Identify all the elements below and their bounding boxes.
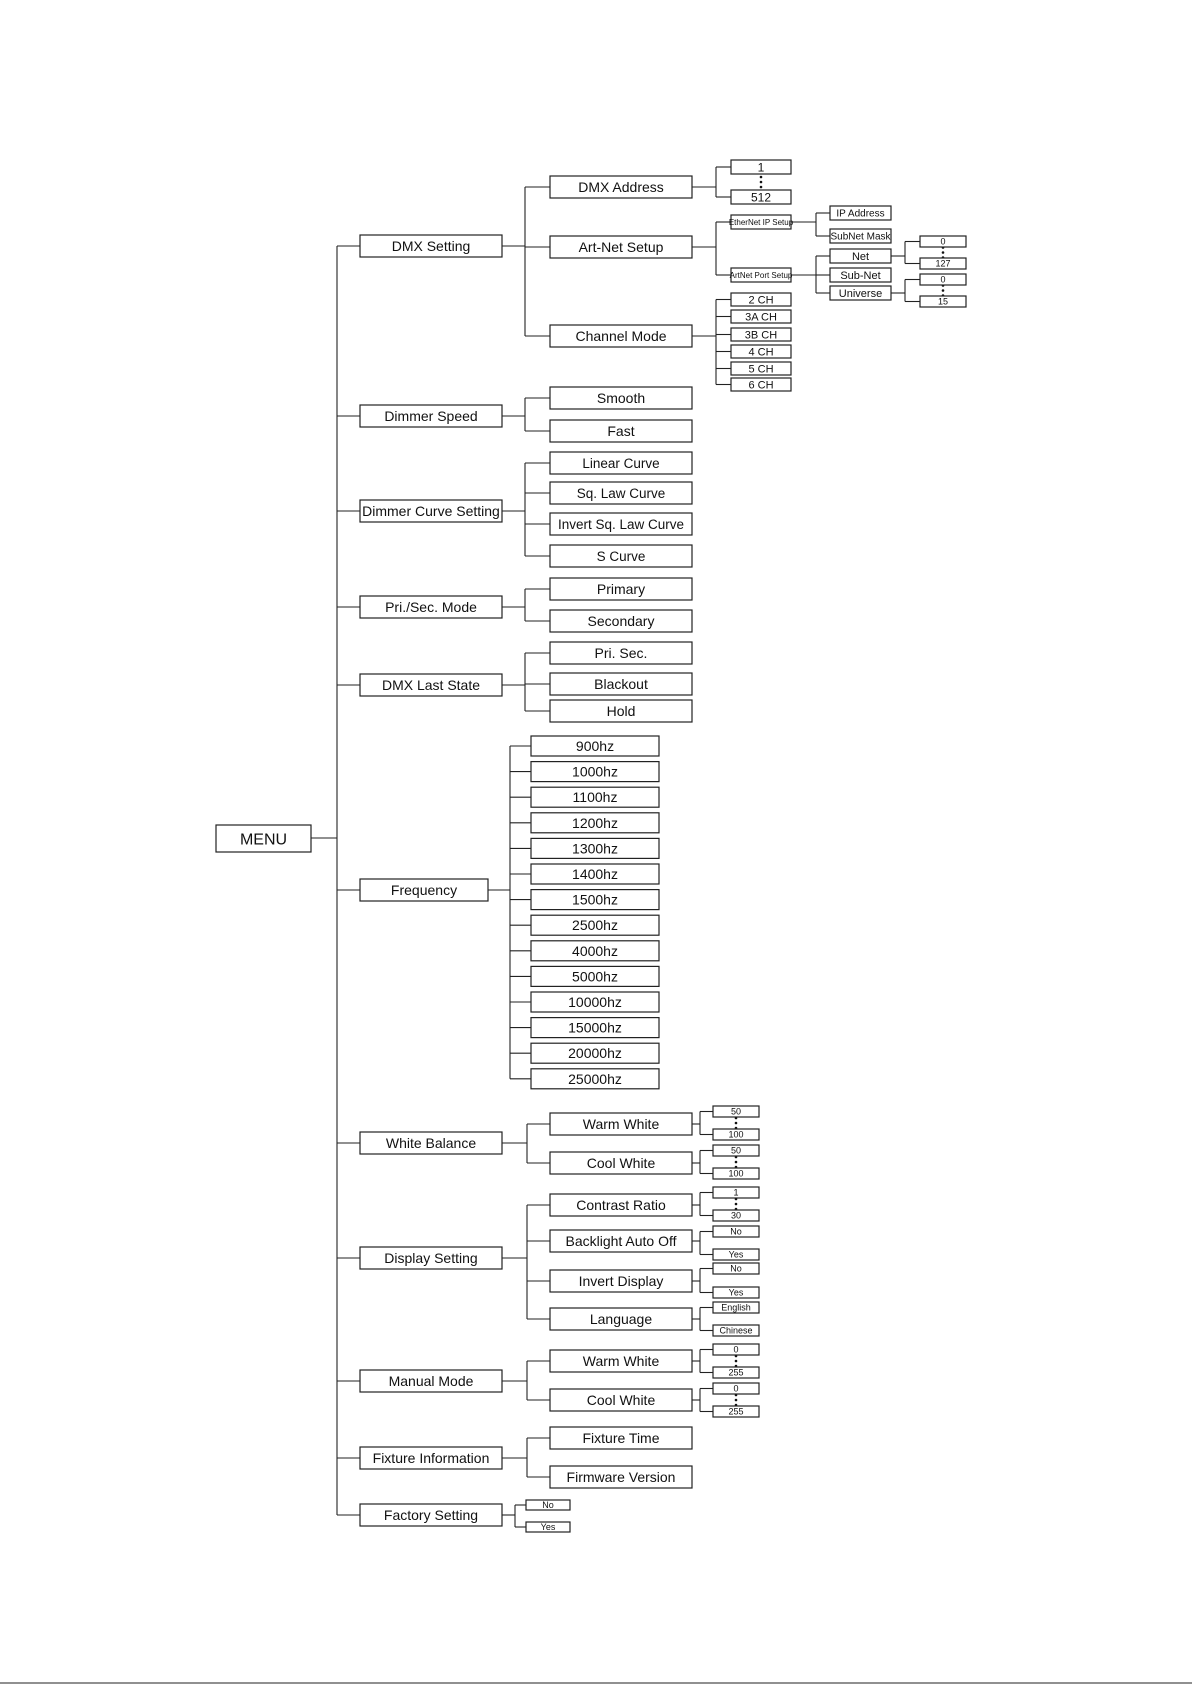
- node-firmware-version: [550, 1466, 692, 1488]
- menu-nodes: [216, 160, 966, 1532]
- node-label: 1200hz: [572, 814, 618, 831]
- node-label: S Curve: [596, 548, 646, 564]
- node-display-setting: [360, 1247, 502, 1269]
- node-label: 2 CH: [748, 294, 774, 307]
- node-label: 3A CH: [745, 311, 777, 324]
- node-subnet-mask: [830, 229, 892, 243]
- node-contrast-ratio: [550, 1194, 692, 1216]
- dmx-address-range-max: [731, 190, 791, 204]
- node-label: MENU: [239, 831, 288, 849]
- node-label: DMX Address: [578, 179, 664, 196]
- warm-white-range-min: [713, 1106, 759, 1117]
- node-label: Channel Mode: [575, 328, 667, 345]
- net-range-min: [920, 236, 966, 247]
- node-invert-display: [550, 1270, 692, 1292]
- node-label: 5 CH: [748, 363, 774, 376]
- node-label: SubNet Mask: [830, 231, 891, 243]
- manual-warm-range-max: [713, 1367, 759, 1378]
- node-label: ArtNet Port Setup: [729, 270, 793, 280]
- node-label: 4000hz: [572, 942, 618, 959]
- node-label: 1: [733, 1187, 739, 1198]
- node-manual-mode: [360, 1370, 502, 1392]
- invert-display-option: [713, 1287, 759, 1298]
- node-label: 50: [730, 1106, 742, 1117]
- node-6-ch: [731, 378, 791, 391]
- node-1100hz: [531, 787, 659, 807]
- node-4000hz: [531, 941, 659, 961]
- invert-display-option: [713, 1263, 759, 1274]
- node-fast: [550, 420, 692, 442]
- backlight-option: [713, 1249, 759, 1260]
- node-frequency: [360, 879, 488, 901]
- node-s-curve: [550, 545, 692, 567]
- manual-cool-range-min: [713, 1383, 759, 1394]
- node-label: Frequency: [390, 882, 458, 899]
- node-ip-address: [830, 206, 891, 220]
- node-net: [830, 249, 891, 263]
- node-15000hz: [531, 1018, 659, 1038]
- node-label: 1100hz: [572, 789, 618, 806]
- node-pri-sec-mode: [360, 596, 502, 618]
- node-label: Firmware Version: [566, 1469, 676, 1486]
- node-label: 3B CH: [744, 329, 778, 342]
- factory-option: [526, 1522, 570, 1532]
- node-sub-net: [830, 268, 891, 282]
- node-label: Art-Net Setup: [578, 239, 664, 256]
- node-label: Pri. Sec.: [594, 645, 648, 662]
- node-label: Warm White: [582, 1353, 660, 1370]
- node-label: English: [721, 1302, 751, 1313]
- node-label: No: [542, 1500, 554, 1511]
- range-ellipsis-dot: [735, 1161, 738, 1164]
- node-pri-sec: [550, 642, 692, 664]
- universe-range-max: [920, 296, 966, 307]
- node-label: 0: [733, 1344, 739, 1355]
- node-label: Cool White: [586, 1392, 656, 1409]
- node-1200hz: [531, 813, 659, 833]
- node-label: No: [730, 1263, 742, 1274]
- node-label: 255: [728, 1406, 744, 1417]
- range-ellipsis-dot: [760, 181, 763, 184]
- manual-cool-range-max: [713, 1406, 759, 1417]
- node-label: 127: [935, 258, 951, 269]
- node-label: 25000hz: [568, 1070, 622, 1087]
- node-label: DMX Last State: [381, 677, 481, 694]
- node-label: Yes: [728, 1249, 744, 1260]
- node-label: Linear Curve: [582, 455, 660, 471]
- cool-white-range-min: [713, 1145, 759, 1156]
- node-label: 1: [757, 160, 765, 175]
- range-ellipsis-dot: [760, 186, 763, 189]
- contrast-range-min: [713, 1187, 759, 1198]
- node-label: White Balance: [385, 1135, 477, 1152]
- node-1300hz: [531, 838, 659, 858]
- node-1400hz: [531, 864, 659, 884]
- artnet-port-setup: [730, 268, 793, 282]
- range-ellipsis-dot: [735, 1360, 738, 1363]
- language-option: [713, 1302, 759, 1313]
- node-label: Fixture Time: [582, 1430, 660, 1447]
- node-label: 1400hz: [572, 866, 618, 883]
- node-language: [550, 1308, 692, 1330]
- node-label: Fixture Information: [372, 1450, 490, 1467]
- node-1000hz: [531, 762, 659, 782]
- node-label: 50: [730, 1145, 742, 1156]
- node-label: Sq. Law Curve: [576, 485, 666, 501]
- node-fixture-information: [360, 1447, 502, 1469]
- node-art-net-setup: [550, 236, 692, 258]
- node-label: Primary: [596, 581, 646, 598]
- node-label: 100: [728, 1129, 744, 1140]
- node-cool-white: [550, 1389, 692, 1411]
- node-dimmer-speed: [360, 405, 502, 427]
- node-label: IP Address: [836, 208, 885, 220]
- node-label: Manual Mode: [388, 1373, 474, 1390]
- node-900hz: [531, 736, 659, 756]
- node-label: Secondary: [587, 613, 655, 630]
- node-2-ch: [731, 293, 791, 306]
- node-label: 15000hz: [568, 1019, 622, 1036]
- node-label: DMX Setting: [391, 238, 471, 255]
- node-4-ch: [731, 345, 791, 358]
- node-label: Contrast Ratio: [576, 1197, 666, 1214]
- node-label: EtherNet IP Setup: [728, 217, 794, 227]
- universe-range-min: [920, 274, 966, 285]
- node-label: Display Setting: [384, 1250, 478, 1267]
- node-3a-ch: [731, 310, 791, 323]
- node-label: 10000hz: [568, 994, 622, 1011]
- backlight-option: [713, 1226, 759, 1237]
- node-label: No: [730, 1226, 742, 1237]
- node-label: 512: [750, 190, 772, 205]
- range-ellipsis-dot: [942, 289, 945, 292]
- net-range-max: [920, 258, 966, 269]
- node-label: Warm White: [582, 1116, 660, 1133]
- node-25000hz: [531, 1069, 659, 1089]
- node-label: Chinese: [719, 1325, 753, 1336]
- node-primary: [550, 578, 692, 600]
- node-smooth: [550, 387, 692, 409]
- node-label: 1500hz: [572, 891, 618, 908]
- node-label: Cool White: [586, 1155, 656, 1172]
- node-label: Smooth: [596, 390, 646, 407]
- node-fixture-time: [550, 1427, 692, 1449]
- factory-option: [526, 1500, 570, 1510]
- node-label: 1300hz: [572, 840, 618, 857]
- dmx-address-range-min: [731, 160, 791, 174]
- node-dmx-address: [550, 176, 692, 198]
- node-blackout: [550, 673, 692, 695]
- node-label: Universe: [838, 287, 883, 300]
- node-1500hz: [531, 890, 659, 910]
- node-dmx-setting: [360, 235, 502, 257]
- node-label: Sub-Net: [840, 269, 881, 282]
- node-white-balance: [360, 1132, 502, 1154]
- node-label: 0: [940, 274, 946, 285]
- node-label: 0: [733, 1383, 739, 1394]
- node-label: Invert Sq. Law Curve: [557, 516, 685, 532]
- node-label: Backlight Auto Off: [565, 1233, 677, 1250]
- node-label: 2500hz: [572, 917, 618, 934]
- contrast-range-max: [713, 1210, 759, 1221]
- node-label: 4 CH: [748, 346, 774, 359]
- node-label: Dimmer Speed: [384, 408, 478, 425]
- warm-white-range-max: [713, 1129, 759, 1140]
- node-label: Dimmer Curve Setting: [362, 503, 500, 520]
- node-label: 6 CH: [748, 379, 774, 392]
- ethernet-ip-setup: [729, 215, 794, 229]
- node-label: Fast: [607, 423, 635, 440]
- node-dimmer-curve-setting: [360, 500, 502, 522]
- node-warm-white: [550, 1350, 692, 1372]
- node-backlight-auto-off: [550, 1230, 692, 1252]
- node-label: 100: [728, 1168, 744, 1179]
- node-5-ch: [731, 362, 791, 375]
- node-hold: [550, 700, 692, 722]
- node-label: 1000hz: [572, 763, 618, 780]
- node-cool-white: [550, 1152, 692, 1174]
- node-label: 255: [728, 1367, 744, 1378]
- range-ellipsis-dot: [735, 1203, 738, 1206]
- node-label: Factory Setting: [383, 1507, 479, 1524]
- node-label: Language: [589, 1311, 653, 1328]
- node-invert-sq-law-curve: [550, 513, 692, 535]
- node-label: 20000hz: [568, 1045, 622, 1062]
- node-label: Hold: [606, 703, 636, 720]
- node-label: Pri./Sec. Mode: [385, 599, 477, 616]
- node-dmx-last-state: [360, 674, 502, 696]
- menu-root: [216, 825, 311, 852]
- node-sq-law-curve: [550, 482, 692, 504]
- node-5000hz: [531, 966, 659, 986]
- cool-white-range-max: [713, 1168, 759, 1179]
- range-ellipsis-dot: [942, 251, 945, 254]
- manual-warm-range-min: [713, 1344, 759, 1355]
- range-ellipsis-dot: [760, 176, 763, 179]
- node-label: Net: [851, 250, 870, 263]
- node-channel-mode: [550, 325, 692, 347]
- node-label: Invert Display: [578, 1273, 664, 1290]
- node-label: Yes: [728, 1287, 744, 1298]
- node-label: Blackout: [594, 676, 648, 693]
- node-warm-white: [550, 1113, 692, 1135]
- node-20000hz: [531, 1043, 659, 1063]
- node-label: 15: [937, 296, 949, 307]
- node-10000hz: [531, 992, 659, 1012]
- node-2500hz: [531, 915, 659, 935]
- node-3b-ch: [731, 328, 791, 341]
- node-label: Yes: [540, 1522, 556, 1533]
- range-ellipsis-dot: [735, 1399, 738, 1402]
- node-label: 5000hz: [572, 968, 618, 985]
- node-linear-curve: [550, 452, 692, 474]
- node-label: 30: [730, 1210, 742, 1221]
- language-option: [713, 1325, 759, 1336]
- node-label: 900hz: [575, 738, 615, 755]
- node-secondary: [550, 610, 692, 632]
- node-universe: [830, 286, 891, 300]
- node-label: 0: [940, 236, 946, 247]
- node-factory-setting: [360, 1504, 502, 1526]
- range-ellipsis-dot: [735, 1122, 738, 1125]
